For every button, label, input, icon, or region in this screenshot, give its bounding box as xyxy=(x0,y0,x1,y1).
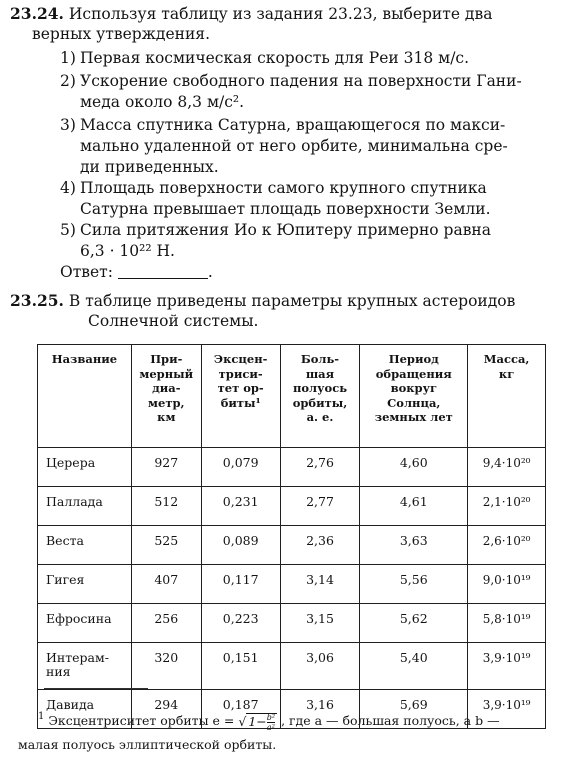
cell-semi-major-axis: 3,15 xyxy=(280,604,360,643)
cell-period: 5,62 xyxy=(360,604,468,643)
table-row xyxy=(38,487,546,526)
cell-eccentricity: 0,151 xyxy=(201,643,280,690)
table-row xyxy=(38,448,546,487)
answer-label: Ответ: xyxy=(60,263,113,281)
cell-name: Паллада xyxy=(38,487,132,526)
footnote-text: Эксцентриситет орбиты e = xyxy=(48,713,235,728)
statement-2 xyxy=(60,71,550,113)
cell-period: 5,69 xyxy=(360,690,468,729)
problem-23-25-intro xyxy=(10,290,550,312)
cell-diameter: 927 xyxy=(131,448,201,487)
header-semi-major-axis: Боль- шая полуось орбиты, а. е. xyxy=(280,345,360,448)
header-name: Название xyxy=(38,345,132,448)
statement-line: Первая космическая скорость для Реи 318 м/с. xyxy=(80,49,470,67)
cell-diameter: 256 xyxy=(131,604,201,643)
cell-semi-major-axis: 2,36 xyxy=(280,526,360,565)
cell-diameter: 320 xyxy=(131,643,201,690)
cell-eccentricity: 0,223 xyxy=(201,604,280,643)
cell-name: Давида xyxy=(38,690,132,729)
cell-mass: 2,6·10²⁰ xyxy=(468,526,546,565)
problem-number: 23.24. xyxy=(10,4,64,23)
cell-period: 4,61 xyxy=(360,487,468,526)
cell-mass: 5,8·10¹⁹ xyxy=(468,604,546,643)
table-row xyxy=(38,565,546,604)
problem-text-line: Солнечной системы. xyxy=(88,312,259,330)
statement-5 xyxy=(60,220,550,262)
problem-text-line: Используя таблицу из задания 23.23, выберите два xyxy=(68,5,493,23)
problem-text-line: В таблице приведены параметры крупных астероидов xyxy=(68,292,516,310)
statement-index: 5) xyxy=(60,221,76,239)
cell-mass: 9,0·10¹⁹ xyxy=(468,565,546,604)
statement-line: мально удаленной от него орбите, минимальна сре- xyxy=(80,137,508,155)
asteroid-table xyxy=(37,344,546,729)
statement-3 xyxy=(60,115,550,178)
statement-4 xyxy=(60,178,550,220)
statement-line: 6,3 · 10²² Н. xyxy=(80,242,175,260)
cell-mass: 9,4·10²⁰ xyxy=(468,448,546,487)
table-header-row xyxy=(38,345,546,448)
cell-name: Интерам- ния xyxy=(38,643,132,690)
cell-period: 5,56 xyxy=(360,565,468,604)
cell-diameter: 525 xyxy=(131,526,201,565)
cell-mass: 3,9·10¹⁹ xyxy=(468,643,546,690)
header-period: Период обращения вокруг Солнца, земных лет xyxy=(360,345,468,448)
cell-period: 4,60 xyxy=(360,448,468,487)
statement-line: Масса спутника Сатурна, вращающегося по макси- xyxy=(80,116,506,134)
footnote-mark: 1 xyxy=(38,711,45,722)
statement-1 xyxy=(60,48,550,69)
statement-line: ди приведенных. xyxy=(80,158,219,176)
cell-semi-major-axis: 3,14 xyxy=(280,565,360,604)
cell-name: Гигея xyxy=(38,565,132,604)
footnote-text: , где a — большая полуось, а b — xyxy=(281,713,500,728)
problem-text-line: верных утверждения. xyxy=(32,25,211,43)
header-eccentricity: Эксцен- триси- тет ор- биты¹ xyxy=(201,345,280,448)
cell-eccentricity: 0,117 xyxy=(201,565,280,604)
cell-name: Веста xyxy=(38,526,132,565)
table-row xyxy=(38,604,546,643)
statement-line: Ускорение свободного падения на поверхности Гани- xyxy=(80,72,522,90)
statement-index: 2) xyxy=(60,72,76,90)
statement-line: Площадь поверхности самого крупного спутника xyxy=(80,179,487,197)
statement-line: Сатурна превышает площадь поверхности Земли. xyxy=(80,200,491,218)
answer-blank xyxy=(118,266,208,279)
cell-name: Ефросина xyxy=(38,604,132,643)
cell-semi-major-axis: 2,77 xyxy=(280,487,360,526)
footnote-line-2: малая полуось эллиптической орбиты. xyxy=(18,737,277,752)
cell-eccentricity: 0,187 xyxy=(201,690,280,729)
answer-row: Ответ: . xyxy=(60,263,213,281)
statement-index: 4) xyxy=(60,179,76,197)
statement-index: 3) xyxy=(60,116,76,134)
cell-eccentricity: 0,079 xyxy=(201,448,280,487)
cell-diameter: 407 xyxy=(131,565,201,604)
cell-mass: 3,9·10¹⁹ xyxy=(468,690,546,729)
cell-mass: 2,1·10²⁰ xyxy=(468,487,546,526)
header-diameter: При- мерный диа- метр, км xyxy=(131,345,201,448)
cell-period: 3,63 xyxy=(360,526,468,565)
eccentricity-formula: √ 1− $\frac{\text{b²}}{\text{a²}}$ xyxy=(238,712,276,732)
header-mass: Масса, кг xyxy=(468,345,546,448)
cell-eccentricity: 0,231 xyxy=(201,487,280,526)
cell-semi-major-axis: 2,76 xyxy=(280,448,360,487)
cell-period: 5,40 xyxy=(360,643,468,690)
footnote-line-1 xyxy=(38,711,558,732)
cell-diameter: 294 xyxy=(131,690,201,729)
cell-semi-major-axis: 3,06 xyxy=(280,643,360,690)
footnote-divider xyxy=(44,688,148,689)
problem-number: 23.25. xyxy=(10,291,64,310)
cell-diameter: 512 xyxy=(131,487,201,526)
problem-23-24-intro xyxy=(10,3,550,25)
statement-index: 1) xyxy=(60,49,76,67)
cell-eccentricity: 0,089 xyxy=(201,526,280,565)
cell-name: Церера xyxy=(38,448,132,487)
statement-line: меда около 8,3 м/с². xyxy=(80,93,245,111)
table-row xyxy=(38,643,546,690)
cell-semi-major-axis: 3,16 xyxy=(280,690,360,729)
table-row xyxy=(38,526,546,565)
statement-line: Сила притяжения Ио к Юпитеру примерно равна xyxy=(80,221,491,239)
